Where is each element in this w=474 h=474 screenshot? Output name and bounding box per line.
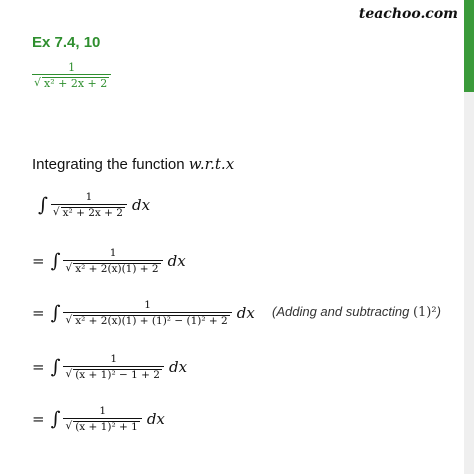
integral-symbol: ∫	[38, 194, 48, 216]
scrollbar[interactable]	[464, 0, 474, 474]
note-close: )	[436, 304, 441, 319]
sqrt-symbol: √	[52, 205, 60, 218]
step-numerator: 1	[144, 299, 151, 311]
step-1	[32, 192, 150, 218]
step-5	[32, 406, 165, 432]
step-2	[32, 248, 186, 274]
equals-sign: =	[32, 410, 45, 428]
step-3	[32, 300, 255, 326]
given-radicand: x² + 2x + 2	[44, 77, 108, 90]
integral-symbol: ∫	[50, 356, 61, 378]
given-expression	[32, 62, 111, 89]
scrollbar-thumb[interactable]	[464, 0, 474, 92]
integral-symbol: ∫	[50, 302, 61, 324]
step-numerator: 1	[99, 405, 106, 417]
sqrt-symbol: √	[65, 419, 73, 432]
brand-logo: teachoo.com	[358, 6, 458, 22]
step-radicand: x² + 2(x)(1) + 2	[75, 262, 159, 275]
equals-sign: =	[32, 252, 45, 270]
differential: dx	[131, 196, 151, 214]
sqrt-symbol: √	[34, 76, 42, 89]
step-radicand: x² + 2(x)(1) + (1)² − (1)² + 2	[75, 314, 228, 327]
step-radicand: x² + 2x + 2	[62, 206, 123, 219]
intro-text	[32, 155, 234, 173]
step-radicand: (x + 1)² + 1	[75, 420, 138, 433]
step-4	[32, 354, 187, 380]
integral-symbol: ∫	[50, 408, 61, 430]
adding-subtracting-note	[272, 304, 441, 320]
equals-sign: =	[32, 358, 45, 376]
step-numerator: 1	[110, 353, 118, 365]
integral-symbol: ∫	[50, 250, 61, 272]
differential: dx	[236, 304, 255, 322]
differential: dx	[167, 252, 186, 270]
note-text: (Adding and subtracting	[272, 304, 413, 319]
step-numerator: 1	[109, 247, 117, 259]
equals-sign: =	[32, 304, 45, 322]
step-numerator: 1	[85, 191, 93, 203]
sqrt-symbol: √	[65, 367, 73, 380]
note-power: (1)²	[412, 305, 437, 320]
intro-math: w.r.t.x	[188, 155, 235, 173]
differential: dx	[168, 358, 188, 376]
differential: dx	[146, 410, 165, 428]
given-numerator: 1	[68, 61, 76, 74]
exercise-title: Ex 7.4, 10	[32, 34, 101, 51]
sqrt-symbol: √	[65, 313, 73, 326]
step-radicand: (x + 1)² − 1 + 2	[75, 368, 160, 381]
intro-label: Integrating the function	[32, 156, 189, 173]
sqrt-symbol: √	[65, 261, 73, 274]
